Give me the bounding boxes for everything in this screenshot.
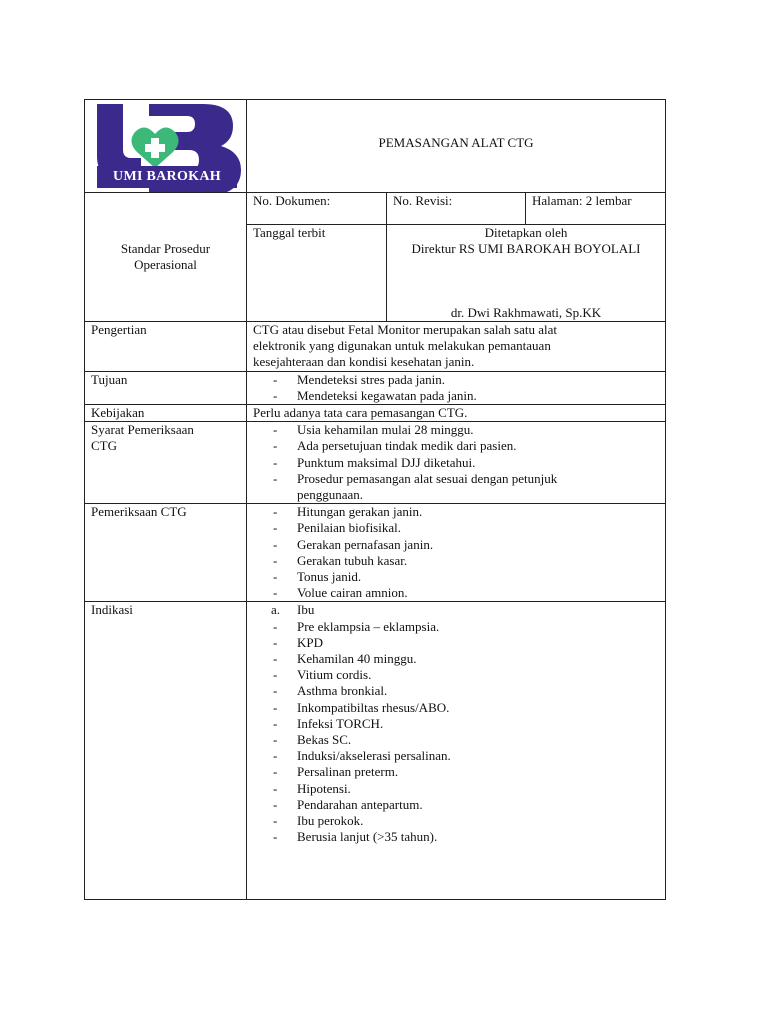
pengertian-line: CTG atau disebut Fetal Monitor merupakan salah satu alat xyxy=(253,322,557,337)
sop-document xyxy=(84,99,665,900)
list-item: - Mendeteksi stres pada janin. xyxy=(253,372,659,388)
pengertian-label: Pengertian xyxy=(85,322,247,372)
list-item-continuation: penggunaan. xyxy=(297,487,364,503)
indikasi-heading xyxy=(253,602,659,618)
list-item: - Ada persetujuan tindak medik dari pasien. xyxy=(253,438,659,454)
list-item: - Hipotensi. xyxy=(253,781,659,797)
director-label: Direktur RS UMI BAROKAH BOYOLALI xyxy=(411,241,641,257)
pengertian-line: elektronik yang digunakan untuk melakukan pemantauan xyxy=(253,338,551,354)
list-item: - Inkompatibiltas rhesus/ABO. xyxy=(253,700,659,716)
sop-label-cell xyxy=(85,193,247,322)
kebijakan-content: Perlu adanya tata cara pemasangan CTG. xyxy=(247,405,666,422)
list-item: - KPD xyxy=(253,635,659,651)
indikasi-label: Indikasi xyxy=(85,602,247,900)
sop-table xyxy=(84,99,666,900)
syarat-content xyxy=(247,422,666,504)
list-item: - Pre eklampsia – eklampsia. xyxy=(253,619,659,635)
list-item: - Punktum maksimal DJJ diketahui. xyxy=(253,455,659,471)
tujuan-label: Tujuan xyxy=(85,371,247,404)
list-item: - Tonus janid. xyxy=(253,569,659,585)
list-item: - Vitium cordis. xyxy=(253,667,659,683)
list-item: - Ibu perokok. xyxy=(253,813,659,829)
indikasi-heading-mark: a. xyxy=(271,602,281,618)
syarat-label-line: CTG xyxy=(91,438,117,454)
syarat-label xyxy=(85,422,247,504)
list-item: - Penilaian biofisikal. xyxy=(253,520,659,536)
issue-date-label: Tanggal terbit xyxy=(247,225,387,322)
sop-label: Standar Prosedur Operasional xyxy=(120,240,211,272)
signatory-name: dr. Dwi Rakhmawati, Sp.KK xyxy=(450,304,602,320)
pemeriksaan-content xyxy=(247,504,666,602)
indikasi-content xyxy=(247,602,666,900)
list-item: - Infeksi TORCH. xyxy=(253,716,659,732)
list-item: - Mendeteksi kegawatan pada janin. xyxy=(253,388,659,404)
list-item: - Gerakan tubuh kasar. xyxy=(253,553,659,569)
logo-cell xyxy=(85,100,247,193)
syarat-label-line: Syarat Pemeriksaan xyxy=(91,422,194,438)
doc-number-label: No. Dokumen: xyxy=(247,193,387,225)
tujuan-content xyxy=(247,371,666,404)
list-item: - Asthma bronkial. xyxy=(253,683,659,699)
list-item: - Gerakan pernafasan janin. xyxy=(253,537,659,553)
logo-text: UMI BAROKAH xyxy=(113,169,221,184)
list-item: - Persalinan preterm. xyxy=(253,764,659,780)
list-item: - Usia kehamilan mulai 28 minggu. xyxy=(253,422,659,438)
list-item: - Berusia lanjut (>35 tahun). xyxy=(253,829,659,845)
list-item: - Bekas SC. xyxy=(253,732,659,748)
document-title: PEMASANGAN ALAT CTG xyxy=(247,100,666,193)
page-count-label: Halaman: 2 lembar xyxy=(526,193,666,225)
pengertian-line: kesejahteraan dan kondisi kesehatan janin. xyxy=(253,354,475,370)
hospital-logo xyxy=(85,100,247,192)
list-item: - Pendarahan antepartum. xyxy=(253,797,659,813)
list-item: - Hitungan gerakan janin. xyxy=(253,504,659,520)
pemeriksaan-label: Pemeriksaan CTG xyxy=(85,504,247,602)
approved-by-label: Ditetapkan oleh xyxy=(484,225,568,240)
list-item: - Volue cairan amnion. xyxy=(253,585,659,601)
list-item: - Prosedur pemasangan alat sesuai dengan petunjuk xyxy=(253,471,659,487)
list-item: - Kehamilan 40 minggu. xyxy=(253,651,659,667)
list-item: - Induksi/akselerasi persalinan. xyxy=(253,748,659,764)
kebijakan-label: Kebijakan xyxy=(85,405,247,422)
approval-cell xyxy=(387,225,666,322)
indikasi-heading-text: Ibu xyxy=(297,602,315,618)
pengertian-content xyxy=(247,322,666,372)
revision-label: No. Revisi: xyxy=(387,193,526,225)
